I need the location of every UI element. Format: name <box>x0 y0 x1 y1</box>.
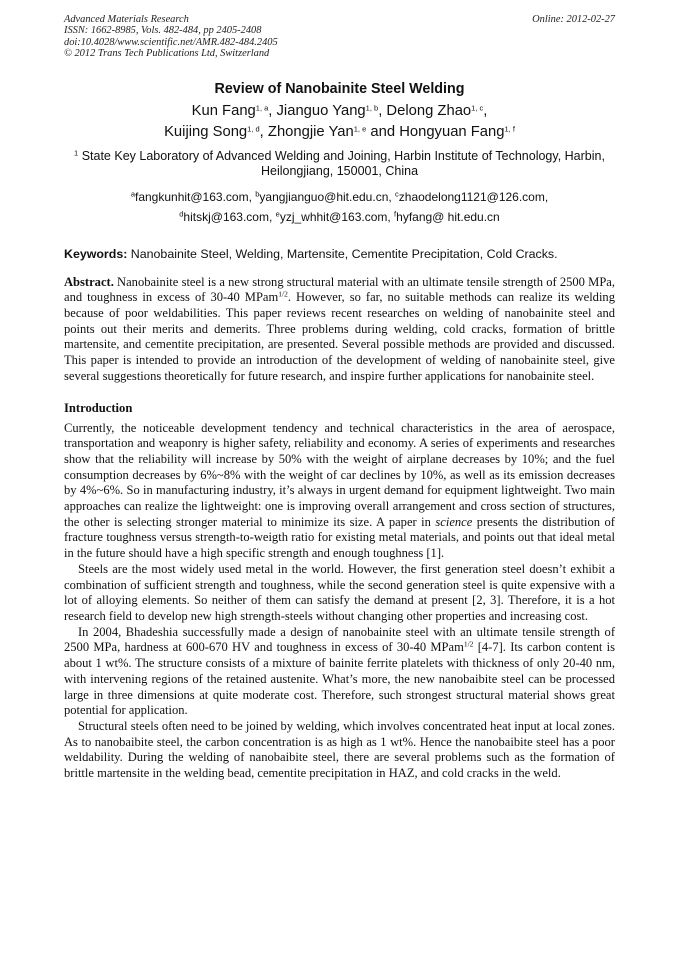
author-affil-sup: 1, e <box>353 124 367 134</box>
email-address: yangjianguo@hit.edu.cn, <box>259 189 396 204</box>
affiliation <box>64 149 615 180</box>
abstract <box>64 275 615 385</box>
email-sup: a <box>130 189 135 199</box>
email-line-2 <box>64 207 615 227</box>
email-address: fangkunhit@163.com, <box>134 189 256 204</box>
abstract-text-cont: . However, so far, no suitable methods can realize its welding because of poor weldabilities. This paper reviews recent researches on welding of nanobainite steel and points out their merits and demerits. Three problems during welding, cold cracks, formation of brittle martensite, and cementite precipitation, are presented. Several possible methods are provided and discussed. This paper is intended to provide an introduction of the development of welding of nanobainite steel, give several suggestions theoretically for future research, and inspire further applications for nanobainite steel. <box>64 290 615 383</box>
author-name: Hongyuan Fang <box>399 123 505 140</box>
email-list <box>64 187 615 227</box>
email-sup: d <box>179 209 184 219</box>
author-separator: and <box>366 123 400 140</box>
issn-line: ISSN: 1662-8985, Vols. 482-484, pp 2405-2408 <box>64 25 262 37</box>
paper-page <box>64 14 615 782</box>
abstract-sup: 1/2 <box>278 289 288 299</box>
abstract-text: Nanobainite steel is a new strong structural material with an ultimate tensile strength of 2500 MPa, and toughness in excess of 30-40 MPam <box>64 274 615 305</box>
author-name: Kun Fang <box>191 102 256 119</box>
intro-p1-text: Currently, the noticeable development tendency and technical characteristics in the area of aerospace, transportation and weaponry is higher safety, reliability and economy. A series of experiments and researches show that the reliability will increase by 50% with the weight of airplane decreases by 10%; and the fuel consumption decreases by 6%~8% with the weight of car declines by 10%, as well as its emission decreases by 4%~6%. So in manufacturing industry, it’s always in urgent demand for equipment lightweight. Two main approaches can realize the lightweight: one is improving overall arrangement and cross section of structures, the other is selecting stronger material to minimize its size. A paper in <box>64 420 615 529</box>
intro-paragraph-4: Structural steels often need to be joined by welding, which involves concentrated heat input at local zones. As to nanobaibite steel, the carbon concentration is as high as 1 wt%. Hence the nanobaibite steel has a poor weldability. During the welding of nanobaibite steel, there are several problems such as the formation of brittle martensite in the welding bead, cementite precipitation in HAZ, and cold cracks in the weld. <box>64 718 615 781</box>
email-address: hyfang@ hit.edu.cn <box>396 209 500 224</box>
intro-p3-sup: 1/2 <box>463 639 474 649</box>
email-sup: b <box>255 189 260 199</box>
author-name: Zhongjie Yan <box>267 123 354 140</box>
author-line-2 <box>64 122 615 143</box>
journal-name: Advanced Materials Research <box>64 14 189 25</box>
author-affil-sup: 1, f <box>504 124 515 134</box>
author-affil-sup: 1, a <box>255 103 269 113</box>
email-line-1 <box>64 187 615 207</box>
intro-paragraph-3 <box>64 625 615 719</box>
author-name: Kuijing Song <box>164 123 248 140</box>
journal-header <box>64 14 615 60</box>
section-heading-introduction: Introduction <box>64 400 133 415</box>
author-affil-sup: 1, b <box>365 103 379 113</box>
affiliation-sup: 1 <box>74 148 79 158</box>
online-date: Online: 2012-02-27 <box>532 14 615 25</box>
paper-title: Review of Nanobainite Steel Welding <box>214 80 465 97</box>
keywords <box>64 247 615 261</box>
copyright-line: © 2012 Trans Tech Publications Ltd, Switzerland <box>64 48 270 60</box>
intro-p3-text-cont: [4-7]. Its carbon content is about 1 wt%. The structure consists of a mixture of bainite ferrite platelets with thickness of only 20-40 nm, with intervening regions of the retained austenite. What’s more, the new nanobaibite steel can be processed large in three dimensions at quite moderate cost. Therefore, such strongest structural material shows great potential for application. <box>64 640 615 718</box>
email-sup: c <box>395 189 399 199</box>
author-affil-sup: 1, d <box>247 124 260 134</box>
author-affil-sup: 1, c <box>471 103 484 113</box>
author-line-1 <box>64 101 615 122</box>
author-separator: , <box>268 102 277 119</box>
affiliation-line-1 <box>64 149 615 165</box>
doi-line: doi:10.4028/www.scientific.net/AMR.482-484.2405 <box>64 36 278 48</box>
intro-p3-text: In 2004, Bhadeshia successfully made a design of nanobainite steel with an ultimate tensile strength of 2500 MPa, hardness at 600-670 HV and toughness in excess of 30-40 MPam <box>64 624 615 655</box>
keywords-label: Keywords: <box>64 246 128 261</box>
author-name: Jianguo Yang <box>276 102 366 119</box>
keywords-text: Nanobainite Steel, Welding, Martensite, Cementite Precipitation, Cold Cracks. <box>127 246 558 261</box>
intro-paragraph-2: Steels are the most widely used metal in the world. However, the first generation steel doesn’t exhibit a combination of sufficient strength and toughness, while the second generation steel is quite expensive with a lot of alloying elements. So neither of them can satisfy the demand at present [2, 3]. Therefore, it is a hot research field to develop new high strength-steels without changing other properties and increasing cost. <box>64 561 615 623</box>
affiliation-text: State Key Laboratory of Advanced Welding and Joining, Harbin Institute of Technology, Harbin, <box>78 148 605 163</box>
author-separator: , <box>259 123 268 140</box>
intro-paragraph-1 <box>64 421 615 562</box>
affiliation-line-2: Heilongjiang, 150001, China <box>260 164 419 179</box>
author-separator: , <box>378 102 387 119</box>
intro-p1-emphasis: science <box>435 514 473 529</box>
author-name: Delong Zhao <box>386 102 472 119</box>
email-sup: f <box>394 209 397 219</box>
email-sup: e <box>275 209 280 219</box>
email-address: zhaodelong1121@126.com, <box>398 189 549 204</box>
email-address: hitskj@163.com, <box>183 209 276 224</box>
email-address: yzj_whhit@163.com, <box>279 209 395 224</box>
author-separator: , <box>483 102 488 119</box>
author-list <box>64 101 615 143</box>
abstract-label: Abstract. <box>64 274 114 289</box>
intro-p1-text-cont: presents the distribution of fracture toughness versus strength-to-weigth ratio for existing metal materials, and points out that ideal metal in the future should have a high specific strength and enough toughness [1]. <box>64 514 615 561</box>
